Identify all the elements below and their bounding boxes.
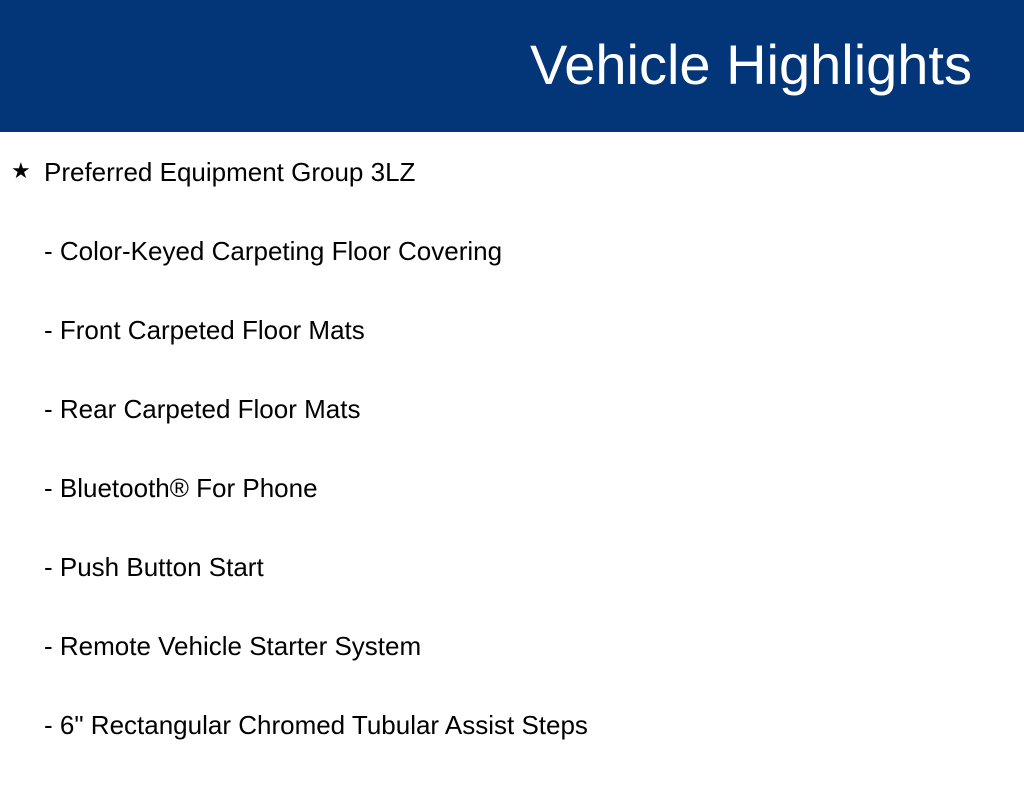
page-title: Vehicle Highlights (529, 33, 972, 96)
list-item (0, 548, 1024, 627)
item-text: - Bluetooth® For Phone (44, 473, 318, 503)
list-item (0, 311, 1024, 390)
list-item (0, 390, 1024, 469)
list-item (0, 232, 1024, 311)
item-text: - Rear Carpeted Floor Mats (44, 394, 361, 424)
item-text: - Push Button Start (44, 552, 264, 582)
list-item (0, 706, 1024, 785)
list-item-group (0, 153, 1024, 232)
list-item (0, 627, 1024, 706)
highlights-list (0, 153, 1024, 785)
list-item (0, 469, 1024, 548)
item-text: - Front Carpeted Floor Mats (44, 315, 365, 345)
item-text: - Color-Keyed Carpeting Floor Covering (44, 236, 503, 266)
item-text: - 6" Rectangular Chromed Tubular Assist Steps (44, 710, 588, 740)
star-icon: ★ (11, 158, 31, 183)
item-text: - Remote Vehicle Starter System (44, 631, 422, 661)
group-label: Preferred Equipment Group 3LZ (44, 157, 416, 187)
header-banner (0, 0, 1024, 132)
